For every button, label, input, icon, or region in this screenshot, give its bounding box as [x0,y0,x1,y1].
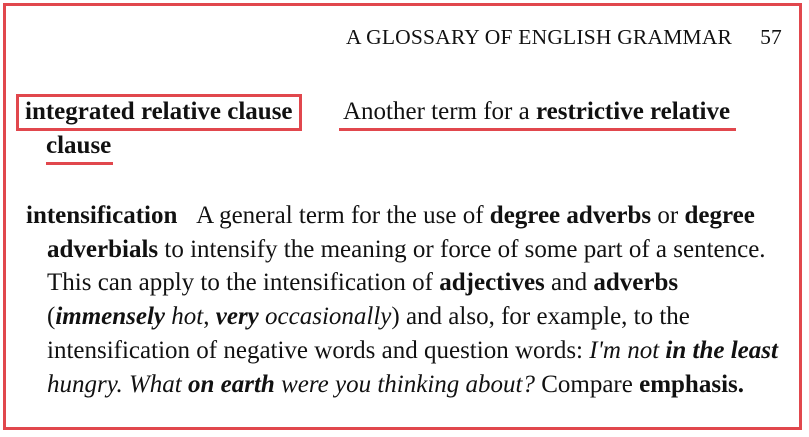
glossary-entry-intensification: intensification A general term for the use of degree adverbs or degree adverbials to intensify the meaning or force of some part of a sentence. This can apply to the intensification of adjectives and adverbs (immensely hot, very occasionally) and also, for example, to the intensification of negative words and question words: I'm not in the least hungry. What on earth were you thinking about? Compare emphasis. [26,202,778,398]
glossary-entry-integrated-relative-clause [16,94,302,131]
example-sentence: hungry. What [47,370,182,398]
example-word: on earth [187,370,275,398]
entry-definition-highlighted: Another term for a restrictive relative [339,98,736,131]
example-word: in the least [665,336,778,364]
cross-reference-term: emphasis. [639,370,744,398]
cross-reference-term: adjectives [439,269,545,297]
book-title: A GLOSSARY OF ENGLISH GRAMMAR [346,25,733,49]
cross-reference-term: restrictive relative [535,98,731,125]
example-word: occasionally [265,303,392,331]
example-word: very [215,303,259,331]
cross-reference-term: adverbs [593,269,679,297]
entry-term: intensification [26,202,178,229]
entry-definition-continuation: clause [46,132,113,165]
cross-reference-term: degree adverbials [47,202,755,263]
example-word: immensely [55,303,166,331]
example-word: hot [171,303,204,331]
running-header [0,25,782,50]
example-sentence: I'm not [589,336,660,364]
example-sentence: were you thinking about? [281,370,535,398]
page-number: 57 [760,25,782,49]
entry-term-highlighted: integrated relative clause [16,94,302,131]
cross-reference-term: degree adverbs [489,202,652,229]
